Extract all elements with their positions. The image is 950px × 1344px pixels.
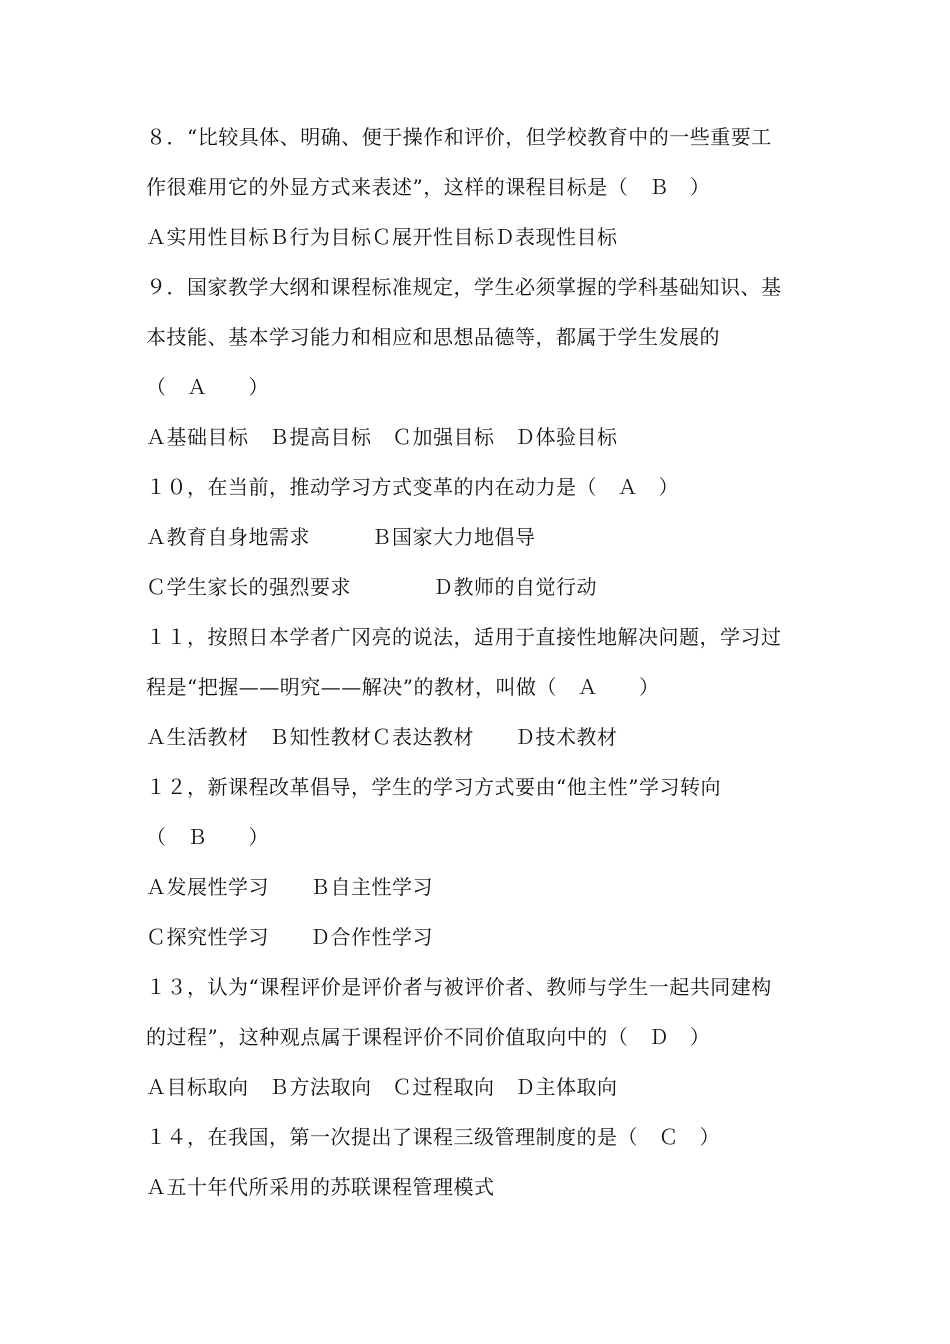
q8-line-2: 作很难用它的外显方式来表述”，这样的课程目标是（ Ｂ ） [146,175,711,199]
q11-line-1: １１，按照日本学者广冈亮的说法，适用于直接性地解决问题，学习过 [146,625,782,649]
q8-options: Ａ实用性目标Ｂ行为目标Ｃ展开性目标Ｄ表现性目标 [146,225,618,249]
q9-answer: （ Ａ ） [146,375,269,399]
q13-line-1: １３，认为“课程评价是评价者与被评价者、教师与学生一起共同建构 [146,975,772,999]
q11-options: Ａ生活教材 Ｂ知性教材Ｃ表达教材 Ｄ技术教材 [146,725,618,749]
q14-option-a: Ａ五十年代所采用的苏联课程管理模式 [146,1175,495,1199]
q13-options: Ａ目标取向 Ｂ方法取向 Ｃ过程取向 Ｄ主体取向 [146,1075,618,1099]
q12-options-cd: Ｃ探究性学习 Ｄ合作性学习 [146,925,433,949]
q10-options-ab: Ａ教育自身地需求 Ｂ国家大力地倡导 [146,525,536,549]
q9-line-1: ９．国家教学大纲和课程标准规定，学生必须掌握的学科基础知识、基 [146,275,782,299]
q8-line-1: ８．“比较具体、明确、便于操作和评价，但学校教育中的一些重要工 [146,125,772,149]
q13-line-2: 的过程”，这种观点属于课程评价不同价值取向中的（ Ｄ ） [146,1025,711,1049]
q11-line-2: 程是“把握——明究——解决”的教材，叫做（ Ａ ） [146,675,660,699]
q10-options-cd: Ｃ学生家长的强烈要求 Ｄ教师的自觉行动 [146,575,597,599]
q9-options: Ａ基础目标 Ｂ提高目标 Ｃ加强目标 Ｄ体验目标 [146,425,618,449]
q14-line-1: １４，在我国，第一次提出了课程三级管理制度的是（ Ｃ ） [146,1125,720,1149]
q12-answer: （ Ｂ ） [146,825,269,849]
q10-line-1: １０，在当前，推动学习方式变革的内在动力是（ Ａ ） [146,475,679,499]
q12-line-1: １２，新课程改革倡导，学生的学习方式要由“他主性”学习转向 [146,775,721,799]
q12-options-ab: Ａ发展性学习 Ｂ自主性学习 [146,875,433,899]
q9-line-2: 本技能、基本学习能力和相应和思想品德等，都属于学生发展的 [146,325,720,349]
